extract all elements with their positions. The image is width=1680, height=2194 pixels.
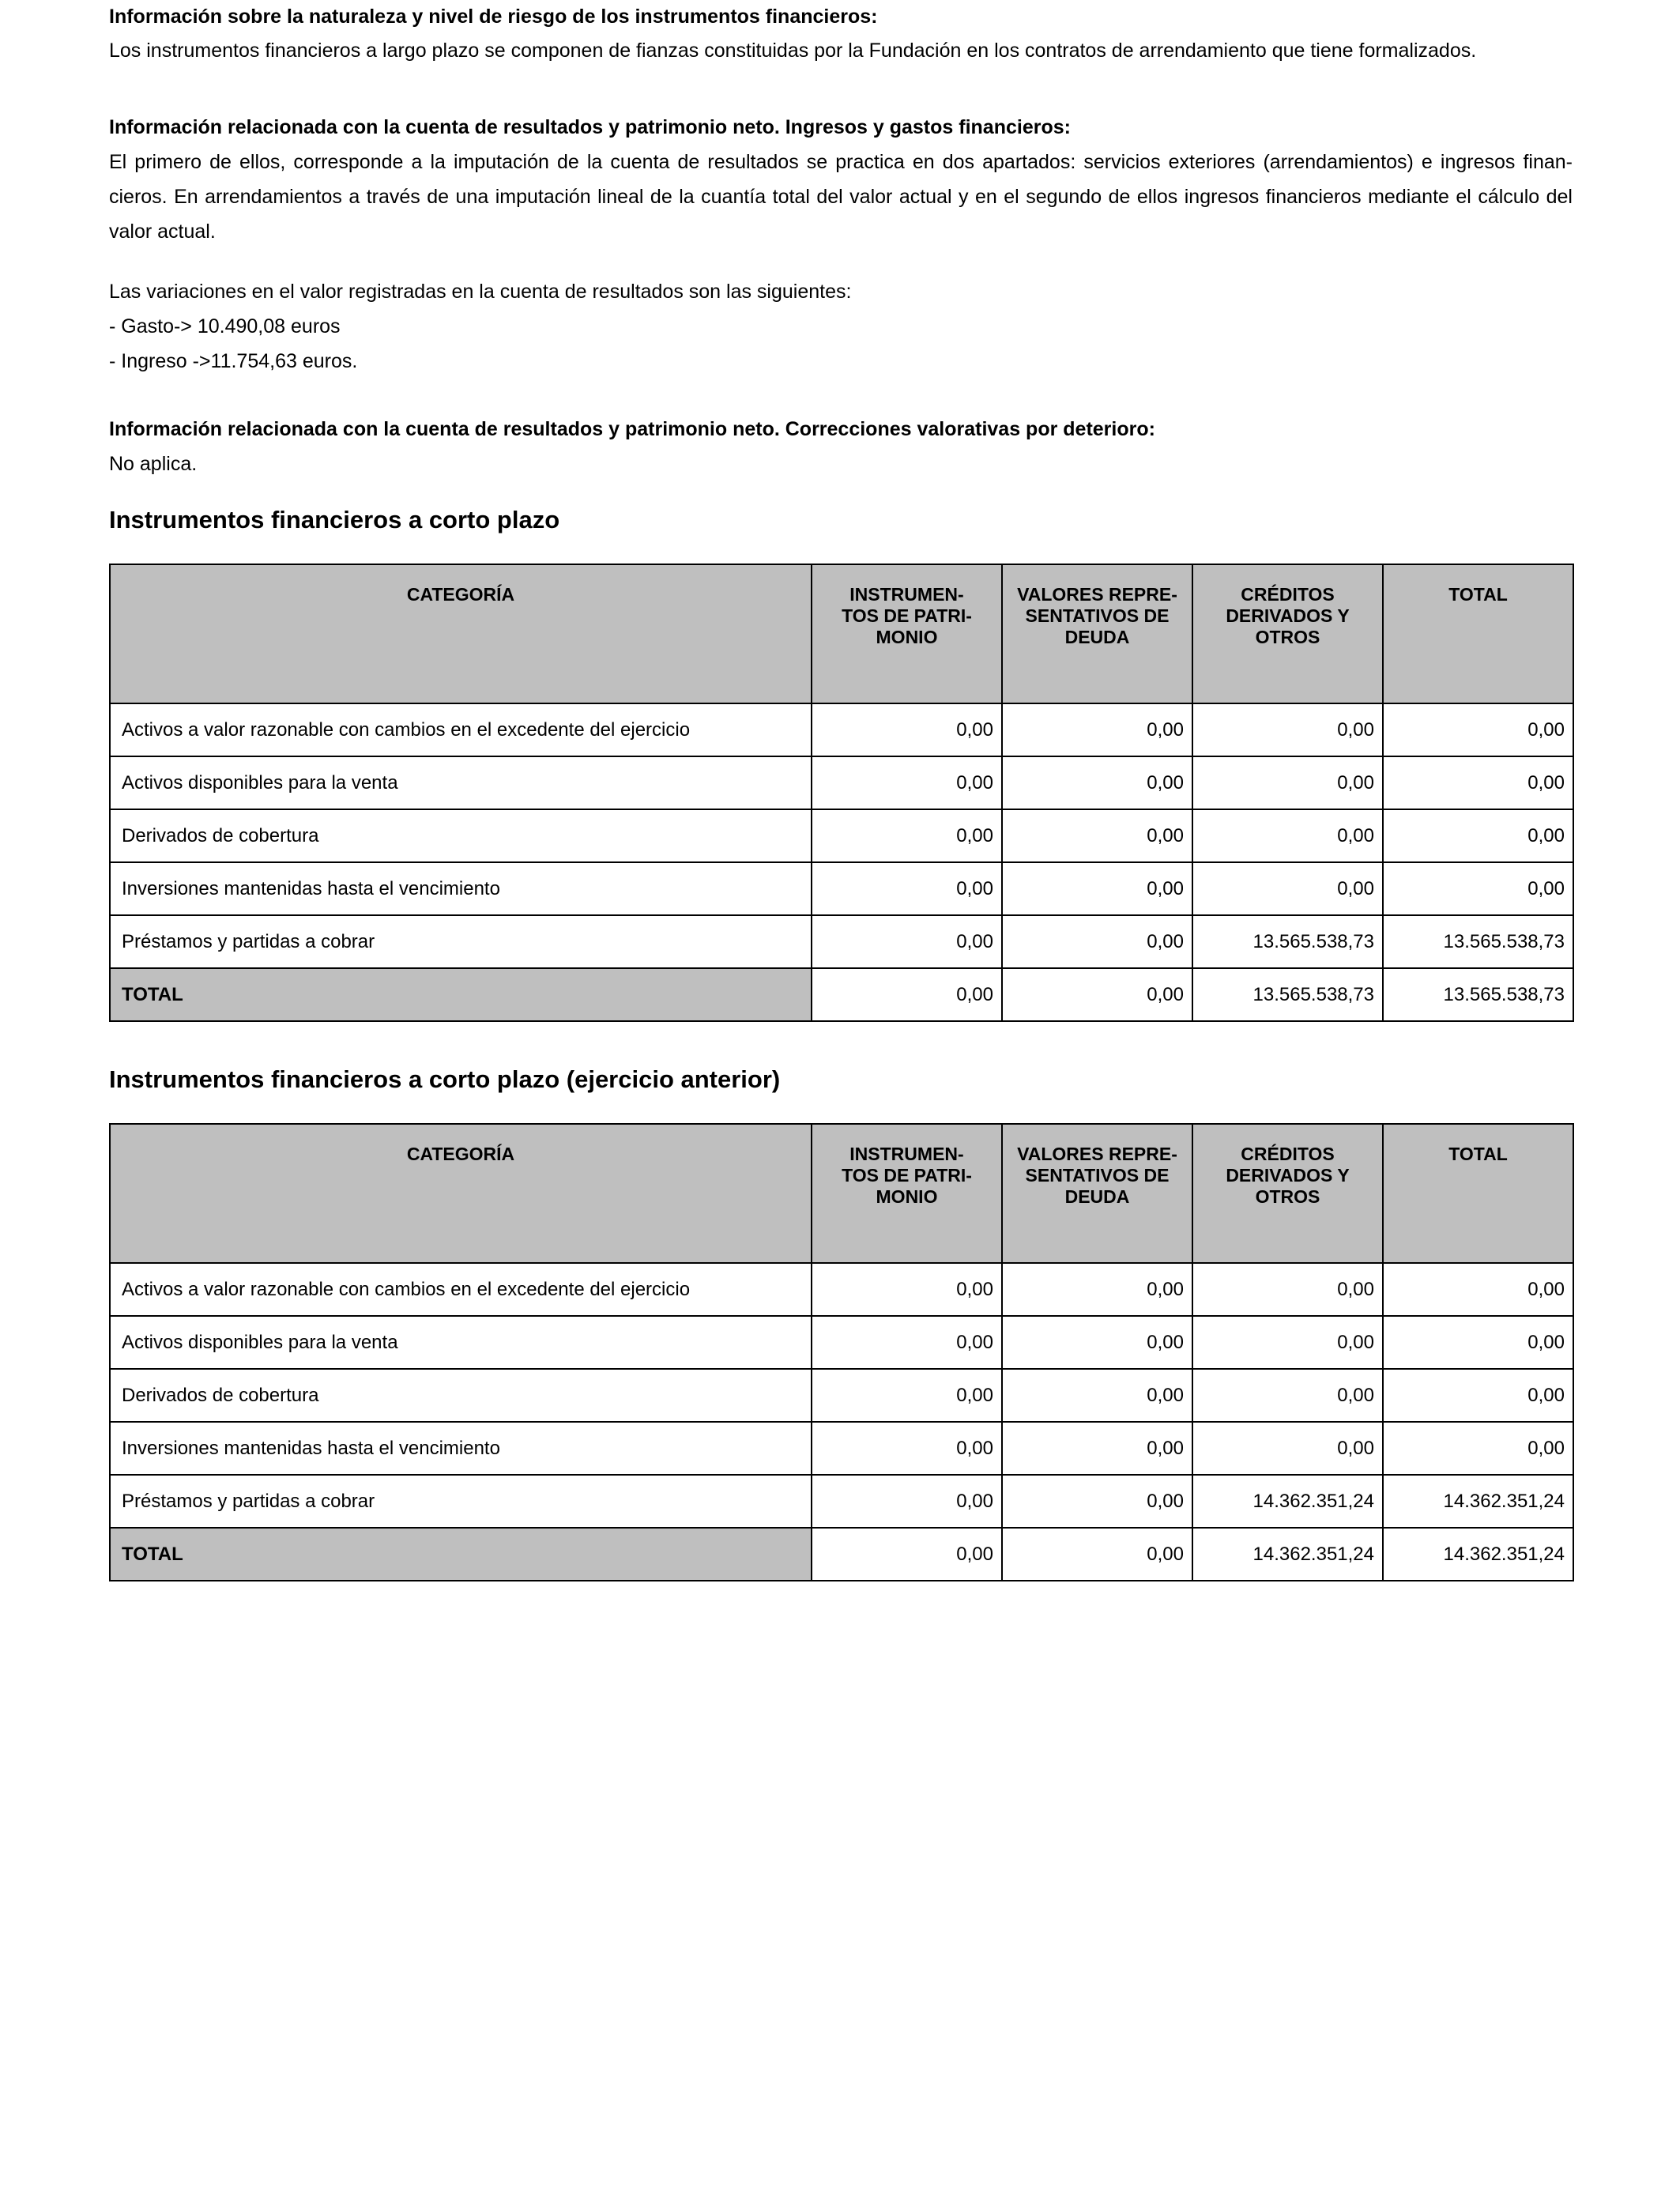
table-title: Instrumentos financieros a corto plazo (ejercicio anterior) xyxy=(109,1065,781,1093)
cell-patrimonio: 0,00 xyxy=(812,915,1002,968)
table-row xyxy=(110,703,1573,756)
section-variaciones xyxy=(109,274,1573,379)
header-line: DERIVADOS Y xyxy=(1226,1165,1350,1186)
header-line: MONIO xyxy=(876,1186,938,1207)
table-row xyxy=(110,1316,1573,1369)
cell-total: 0,00 xyxy=(1383,1422,1573,1475)
cell-total: 0,00 xyxy=(1383,1263,1573,1316)
cell-patrimonio: 0,00 xyxy=(812,809,1002,862)
table-section-previous xyxy=(109,1064,780,1095)
cell-patrimonio: 0,00 xyxy=(812,1422,1002,1475)
table-total-row xyxy=(110,1528,1573,1581)
cell-deuda: 0,00 xyxy=(1002,703,1192,756)
cell-patrimonio: 0,00 xyxy=(812,968,1002,1021)
riesgo-text: Los instrumentos financieros a largo plazo se componen de fianzas constituidas por la Fundación en los contratos de arrendamiento que tiene formalizados. xyxy=(109,40,1477,62)
header-valores-deuda xyxy=(1002,564,1192,703)
cell-deuda: 0,00 xyxy=(1002,1475,1192,1528)
header-line: OTROS xyxy=(1255,627,1320,647)
variaciones-gasto: - Gasto-> 10.490,08 euros xyxy=(109,315,341,337)
cell-categoria: Activos a valor razonable con cambios en el excedente del ejercicio xyxy=(110,703,812,756)
cell-patrimonio: 0,00 xyxy=(812,703,1002,756)
table-row xyxy=(110,915,1573,968)
header-line: MONIO xyxy=(876,627,938,647)
cell-deuda: 0,00 xyxy=(1002,1369,1192,1422)
cell-categoria: Inversiones mantenidas hasta el vencimiento xyxy=(110,862,812,915)
cell-total: 14.362.351,24 xyxy=(1383,1528,1573,1581)
deterioro-heading: Información relacionada con la cuenta de resultados y patrimonio neto. Correcciones valorativas por deterioro: xyxy=(109,418,1155,440)
header-line: SENTATIVOS DE xyxy=(1025,605,1170,626)
cell-patrimonio: 0,00 xyxy=(812,1475,1002,1528)
header-total: TOTAL xyxy=(1383,1124,1573,1263)
cell-creditos: 0,00 xyxy=(1192,1316,1383,1369)
cell-patrimonio: 0,00 xyxy=(812,1263,1002,1316)
variaciones-ingreso: - Ingreso ->11.754,63 euros. xyxy=(109,350,358,372)
cell-patrimonio: 0,00 xyxy=(812,1528,1002,1581)
cell-deuda: 0,00 xyxy=(1002,915,1192,968)
table-row xyxy=(110,862,1573,915)
cell-categoria: Activos disponibles para la venta xyxy=(110,1316,812,1369)
ingresos-heading: Información relacionada con la cuenta de resultados y patrimonio neto. Ingresos y gastos financieros: xyxy=(109,116,1071,138)
header-line: DEUDA xyxy=(1064,1186,1130,1207)
ingresos-line-3: valor actual. xyxy=(109,221,216,243)
cell-categoria: Inversiones mantenidas hasta el vencimiento xyxy=(110,1422,812,1475)
financial-table-current xyxy=(109,564,1574,1022)
header-categoria: CATEGORÍA xyxy=(110,1124,812,1263)
cell-patrimonio: 0,00 xyxy=(812,1369,1002,1422)
header-instrumentos-patrimonio xyxy=(812,564,1002,703)
ingresos-line-1: El primero de ellos, corresponde a la imputación de la cuenta de resultados se practica en dos apartados: servicios exteriores (arrendamientos) e ingresos finan- xyxy=(109,151,1573,173)
table-header-row xyxy=(110,1124,1573,1263)
cell-patrimonio: 0,00 xyxy=(812,1316,1002,1369)
cell-total: 14.362.351,24 xyxy=(1383,1475,1573,1528)
section-ingresos xyxy=(109,110,1573,249)
header-line: DERIVADOS Y xyxy=(1226,605,1350,626)
cell-deuda: 0,00 xyxy=(1002,756,1192,809)
table-row xyxy=(110,1422,1573,1475)
header-instrumentos-patrimonio xyxy=(812,1124,1002,1263)
cell-creditos: 0,00 xyxy=(1192,1422,1383,1475)
header-line: TOS DE PATRI- xyxy=(842,1165,972,1186)
header-line: CRÉDITOS xyxy=(1241,584,1335,605)
header-line: OTROS xyxy=(1255,1186,1320,1207)
variaciones-intro: Las variaciones en el valor registradas en la cuenta de resultados son las siguientes: xyxy=(109,281,852,303)
cell-creditos: 0,00 xyxy=(1192,756,1383,809)
cell-categoria: Activos a valor razonable con cambios en el excedente del ejercicio xyxy=(110,1263,812,1316)
cell-total: 0,00 xyxy=(1383,1316,1573,1369)
table-section-current xyxy=(109,504,559,536)
table-row xyxy=(110,1475,1573,1528)
ingresos-line-2: cieros. En arrendamientos a través de una imputación lineal de la cuantía total del valor actual y en el segundo de ellos ingresos financieros mediante el cálculo del xyxy=(109,186,1573,208)
cell-categoria: Activos disponibles para la venta xyxy=(110,756,812,809)
header-total: TOTAL xyxy=(1383,564,1573,703)
table-row xyxy=(110,756,1573,809)
header-categoria: CATEGORÍA xyxy=(110,564,812,703)
cell-patrimonio: 0,00 xyxy=(812,756,1002,809)
table-wrapper-current xyxy=(109,564,1574,1022)
cell-deuda: 0,00 xyxy=(1002,1422,1192,1475)
financial-table-previous xyxy=(109,1123,1574,1581)
header-line: SENTATIVOS DE xyxy=(1025,1165,1170,1186)
header-line: VALORES REPRE- xyxy=(1017,1144,1177,1164)
table-title: Instrumentos financieros a corto plazo xyxy=(109,506,560,533)
cell-total: 0,00 xyxy=(1383,809,1573,862)
cell-total: 13.565.538,73 xyxy=(1383,915,1573,968)
table-header-row xyxy=(110,564,1573,703)
cell-creditos: 0,00 xyxy=(1192,1263,1383,1316)
table-row xyxy=(110,1263,1573,1316)
cell-deuda: 0,00 xyxy=(1002,1263,1192,1316)
cell-creditos: 0,00 xyxy=(1192,809,1383,862)
cell-categoria: Préstamos y partidas a cobrar xyxy=(110,915,812,968)
cell-deuda: 0,00 xyxy=(1002,1316,1192,1369)
cell-patrimonio: 0,00 xyxy=(812,862,1002,915)
header-line: TOS DE PATRI- xyxy=(842,605,972,626)
deterioro-text: No aplica. xyxy=(109,453,198,475)
cell-deuda: 0,00 xyxy=(1002,968,1192,1021)
cell-creditos: 0,00 xyxy=(1192,862,1383,915)
header-line: INSTRUMEN- xyxy=(849,584,964,605)
section-riesgo xyxy=(109,0,1573,68)
table-wrapper-previous xyxy=(109,1123,1574,1581)
cell-creditos: 0,00 xyxy=(1192,703,1383,756)
header-valores-deuda xyxy=(1002,1124,1192,1263)
header-creditos-derivados xyxy=(1192,1124,1383,1263)
section-deterioro xyxy=(109,412,1573,481)
cell-deuda: 0,00 xyxy=(1002,809,1192,862)
cell-creditos: 0,00 xyxy=(1192,1369,1383,1422)
cell-categoria: Derivados de cobertura xyxy=(110,809,812,862)
cell-categoria: Derivados de cobertura xyxy=(110,1369,812,1422)
header-line: DEUDA xyxy=(1064,627,1130,647)
cell-categoria-total: TOTAL xyxy=(110,968,812,1021)
cell-total: 13.565.538,73 xyxy=(1383,968,1573,1021)
cell-creditos: 13.565.538,73 xyxy=(1192,915,1383,968)
cell-categoria: Préstamos y partidas a cobrar xyxy=(110,1475,812,1528)
cell-categoria-total: TOTAL xyxy=(110,1528,812,1581)
cell-creditos: 14.362.351,24 xyxy=(1192,1528,1383,1581)
cell-total: 0,00 xyxy=(1383,703,1573,756)
cell-creditos: 14.362.351,24 xyxy=(1192,1475,1383,1528)
cell-deuda: 0,00 xyxy=(1002,1528,1192,1581)
header-line: VALORES REPRE- xyxy=(1017,584,1177,605)
cell-deuda: 0,00 xyxy=(1002,862,1192,915)
header-line: CRÉDITOS xyxy=(1241,1144,1335,1164)
cell-total: 0,00 xyxy=(1383,1369,1573,1422)
table-row xyxy=(110,1369,1573,1422)
cell-total: 0,00 xyxy=(1383,756,1573,809)
header-creditos-derivados xyxy=(1192,564,1383,703)
header-line: INSTRUMEN- xyxy=(849,1144,964,1164)
cell-creditos: 13.565.538,73 xyxy=(1192,968,1383,1021)
table-row xyxy=(110,809,1573,862)
cell-total: 0,00 xyxy=(1383,862,1573,915)
riesgo-heading: Información sobre la naturaleza y nivel de riesgo de los instrumentos financieros: xyxy=(109,6,878,28)
table-total-row xyxy=(110,968,1573,1021)
